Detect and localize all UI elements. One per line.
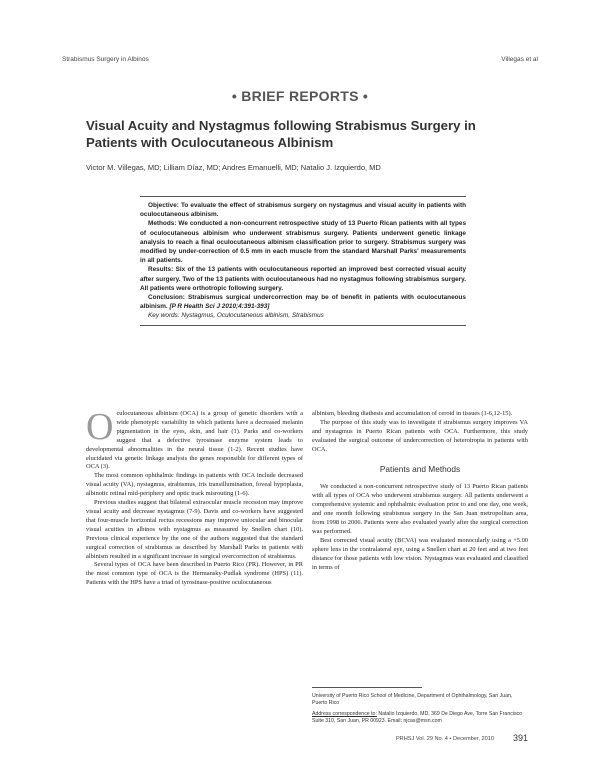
correspondence-note [312, 711, 528, 725]
body-paragraph: The purpose of this study was to investigate if strabismus surgery improves VA and nystagmus in Puerto Rican patients with OCA. Furthermore, this study evaluated the surgical outcome of undercorrection of heterotropia in patients with OCA. [312, 418, 528, 453]
abstract-conclusion [140, 293, 466, 311]
abstract-results: Results: Six of the 13 patients with oculocutaneous reported an improved best corrected visual acuity after surgery. Two of the 13 patients with oculocutaneous had no nystagmus following strabismus surgery. All patients were orthotropic following surgery. [140, 266, 466, 292]
body-paragraph: Best corrected visual acuity (BCVA) was evaluated monocularly using a +5.00 sphere lens in the contralateral eye, using a Snellen chart at 20 feet and at two feet distance for those patients with low vision. Nystagmus was evaluated and classified in terms of [312, 536, 528, 571]
article-title: Visual Acuity and Nystagmus following Strabismus Surgery in Patients with Oculocutaneous Albinism [86, 118, 476, 150]
intro-paragraph [86, 406, 303, 472]
footnote-rule [312, 687, 422, 688]
body-paragraph: albinism, bleeding diathesis and accumulation of ceroid in tissues (1-6,12-15). [312, 410, 513, 417]
keywords: Key words: Nystagmus, Oculocutaneous albinism, Strabismus [148, 312, 324, 320]
footnotes [312, 693, 528, 729]
drop-cap: O [86, 406, 114, 448]
page-number: 391 [512, 733, 528, 743]
body-paragraph: The most common ophthalmic findings in patients with OCA include decreased visual acuity (VA), nystagmus, strabismus, iris transillumination, foveal hypoplasia, albinotic retinal mid-periphery and optic track misrouting (1-6). [86, 472, 303, 498]
body-paragraph: Previous studies suggest that bilateral extraocular muscle recession may improve visual acuity and decrease nystagmus (7-9). Davis and co-workers have suggested that four-muscle horizontal rectus recessions may improve uniocular and binocular visual acuities in albinos with nystagmus as measured by Snellen chart (10). Previous clinical experience by the one of the authors suggested that the standard surgical correction of strabismus as described by Marshall Parks in patients with albinism resulted in a significant increase in surgical overcorrection of strabismus. [86, 499, 303, 560]
body-paragraph: Several types of OCA have been described in Puerto Rico (PR). However, in PR the most common type of OCA is the Hermansky-Pudlak syndrome (HPS) (11). Patients with the HPS have a triad of tyrosinase-positive oculocutaneous [86, 561, 303, 587]
author-list: Victor M. Villegas, MD; Lilliam Díaz, MD; Andres Emanuelli, MD; Natalio J. Izquierdo, MD [86, 163, 381, 172]
body-column-left [86, 406, 303, 588]
section-label: • BRIEF REPORTS • [231, 88, 369, 104]
intro-text: culocutaneous albinism (OCA) is a group of genetic disorders with a wide phenotypic variability in which patients have a decreased melanin pigmentation in the eyes, skin, and hair (1). Parks and co-workers suggest that a defective tyrosinase enzyme system leads to developmental abnormalities in the neural tissue (1-2). Recent studies have elucidated via genetic linkage analysis the genes responsible for different types of OCA (3). [86, 410, 303, 471]
section-heading: Patients and Methods [379, 463, 461, 474]
affiliation-note: University of Puerto Rico School of Medicine, Department of Ophthalmology, San Juan, Puerto Rico [312, 693, 513, 706]
running-head-right: Villegas et al [501, 56, 538, 63]
journal-info: PRHSJ Vol. 29 No. 4 • December, 2010 [395, 736, 494, 742]
abstract [140, 196, 466, 326]
body-paragraph: We conducted a non-concurrent retrospective study of 13 Puerto Rican patients with all types of OCA who underwent strabismus surgery. All patients underwent a comprehensive systemic and ophthalmic evaluation prior to and one day, one week, and one month following strabismus surgery in the San Juan metropolitan area, from 1998 to 2006. Patients were also evaluated yearly after the surgical correction was performed. [312, 483, 528, 535]
abstract-methods: Methods: We conducted a non-concurrent retrospective study of 13 Puerto Rican patients with all types of oculocutaneous albinism who underwent strabismus surgery. Patients underwent genetic linkage analysis to reach a final oculocutaneous albinism classification prior to surgery. Strabismus surgery was modified by under-correction of 0.5 mm in each muscle from the standard Marshall Parks' measurements in all patients. [140, 220, 466, 265]
abstract-objective: Objective: To evaluate the effect of strabismus surgery on nystagmus and visual acuity in patients with oculocutaneous albinism. [140, 202, 466, 219]
abstract-conclusion-text: Conclusion: Strabismus surgical undercorrection may be of benefit in patients with oculocutaneous albinism. [140, 294, 466, 311]
correspondence-label: Address correspondence to: [312, 711, 377, 717]
correspondence-text: Natalio Izquierdo, MD, 369 De Diego Ave, Torre San Francisco Suite 310, San Juan, PR 00923. Email: njcas@msn.com [312, 711, 523, 724]
citation: [P R Health Sci J 2010;4:391-393] [169, 303, 270, 311]
running-head-left: Strabismus Surgery in Albinos [62, 56, 149, 63]
body-column-right [312, 410, 528, 573]
